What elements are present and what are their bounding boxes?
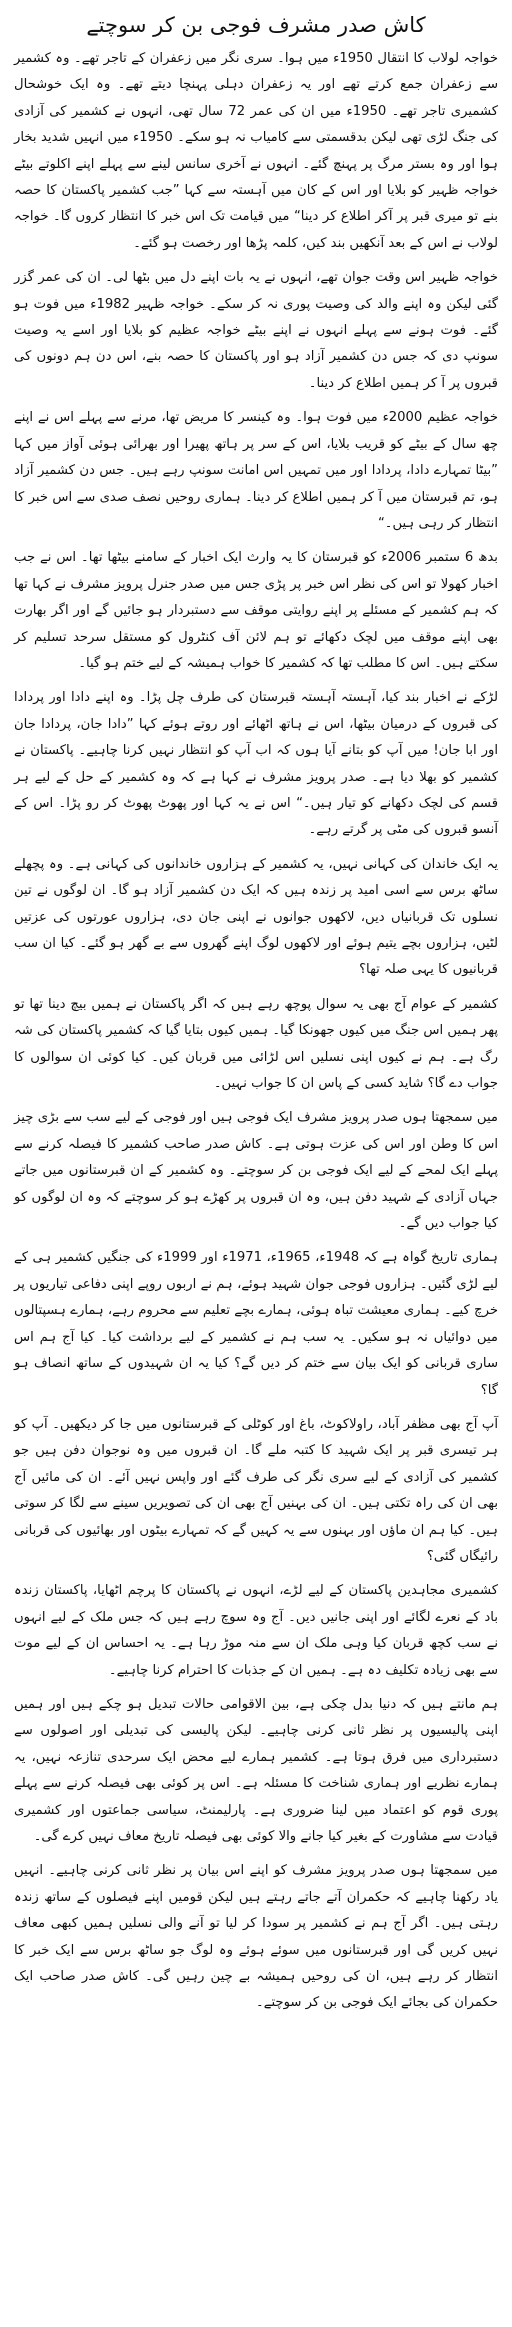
article-paragraph: کشمیری مجاہدین پاکستان کے لیے لڑے، انہوں نے پاکستان کا پرچم اٹھایا، پاکستان زندہ باد کے نعرے لگائے اور اپنی جانیں دیں۔ آج وہ سوچ رہے ہیں کہ جس ملک کے لیے انہوں نے سب کچھ قربان کیا وہی ملک ان سے منہ موڑ رہا ہے۔ یہ احساس ان کے لیے موت سے بھی زیادہ تکلیف دہ ہے۔ ہمیں ان کے جذبات کا احترام کرنا چاہیے۔	[14, 1583, 498, 1678]
article-paragraph: بدھ 6 ستمبر 2006ء کو قبرستان کا یہ وارث ایک اخبار کے سامنے بیٹھا تھا۔ اس نے جب اخبار کھولا تو اس کی نظر اس خبر پر پڑی جس میں صدر جنرل پرویز مشرف نے کہا تھا کہ ہم کشمیر کے مسئلے پر اپنے روایتی موقف سے دستبردار ہو جائیں گے اور اگر بھارت بھی اپنے موقف میں لچک دکھائے تو ہم لائن آف کنٹرول کو مستقل سرحد تسلیم کر سکتے ہیں۔ اس کا مطلب تھا کہ کشمیر کا خواب ہمیشہ کے لیے ختم ہو گیا۔	[14, 550, 498, 671]
article-paragraph: ہم مانتے ہیں کہ دنیا بدل چکی ہے، بین الاقوامی حالات تبدیل ہو چکے ہیں اور ہمیں اپنی پالیسیوں پر نظر ثانی کرنی چاہیے۔ لیکن پالیسی کی تبدیلی اور اصولوں سے دستبرداری میں فرق ہوتا ہے۔ کشمیر ہمارے لیے محض ایک سرحدی تنازعہ نہیں، یہ ہمارے نظریے اور ہماری شناخت کا مسئلہ ہے۔ اس پر کوئی بھی فیصلہ کرنے سے پہلے پوری قوم کو اعتماد میں لینا ضروری ہے۔ پارلیمنٹ، سیاسی جماعتوں اور کشمیری قیادت سے مشاورت کے بغیر کیا جانے والا کوئی بھی فیصلہ تاریخ معاف نہیں کرے گی۔	[14, 1696, 498, 1844]
article-paragraph: خواجہ ظہیر اس وقت جوان تھے، انہوں نے یہ بات اپنے دل میں بٹھا لی۔ ان کی عمر گزر گئی لیکن وہ اپنے والد کی وصیت پوری نہ کر سکے۔ خواجہ ظہیر 1982ء میں فوت ہو گئے۔ فوت ہونے سے پہلے انہوں نے اپنے بیٹے خواجہ عظیم کو بلایا اور اسے یہ وصیت سونپ دی کہ جس دن کشمیر آزاد ہو اور پاکستان کا حصہ بنے، اس دن ہم دونوں کی قبروں پر آ کر ہمیں اطلاع کر دینا۔	[14, 270, 498, 391]
article-paragraph: کشمیر کے عوام آج بھی یہ سوال پوچھ رہے ہیں کہ اگر پاکستان نے ہمیں بیچ دینا تھا تو پھر ہمیں اس جنگ میں کیوں جھونکا گیا۔ ہمیں کیوں بتایا گیا کہ کشمیر پاکستان کی شہ رگ ہے۔ ہم نے کیوں اپنی نسلیں اس لڑائی میں قربان کیں۔ کیا کوئی ان سوالوں کا جواب دے گا؟ شاید کسی کے پاس ان کا جواب نہیں۔	[14, 996, 498, 1092]
article-paragraph: ہماری تاریخ گواہ ہے کہ 1948ء، 1965ء، 1971ء اور 1999ء کی جنگیں کشمیر ہی کے لیے لڑی گئیں۔ ہزاروں فوجی جوان شہید ہوئے، ہم نے اربوں روپے اپنی دفاعی تیاریوں پر خرچ کیے۔ ہماری معیشت تباہ ہوئی، ہمارے بچے تعلیم سے محروم رہے، ہمارے ہسپتالوں میں دوائیاں نہ ہو سکیں۔ یہ سب ہم نے کشمیر کے لیے برداشت کیا۔ کیا آج ہم اس ساری قربانی کو ایک بیان سے ختم کر دیں گے؟ کیا یہ ان شہیدوں کے ساتھ انصاف ہو گا؟	[14, 1250, 499, 1398]
article-paragraph: آپ آج بھی مظفر آباد، راولاکوٹ، باغ اور کوٹلی کے قبرستانوں میں جا کر دیکھیں۔ آپ کو ہر تیسری قبر پر ایک شہید کا کتبہ ملے گا۔ ان قبروں میں وہ نوجوان دفن ہیں جو کشمیر کی آزادی کے لیے سری نگر کی طرف گئے اور واپس نہیں آئے۔ ان کی مائیں آج بھی ان کی راہ تکتی ہیں۔ ان کی بہنیں آج بھی ان کی تصویریں سینے سے لگا کر سوتی ہیں۔ کیا ہم ان ماؤں اور بہنوں سے یہ کہیں گے کہ تمہارے بیٹوں اور بھائیوں کی قربانی رائیگاں گئی؟	[14, 1416, 498, 1564]
article-headline: کاش صدر مشرف فوجی بن کر سوچتے	[86, 13, 426, 37]
article-paragraph: لڑکے نے اخبار بند کیا، آہستہ آہستہ قبرستان کی طرف چل پڑا۔ وہ اپنے دادا اور پردادا کی قبروں کے درمیان بیٹھا، اس نے ہاتھ اٹھائے اور روتے ہوئے کہا ”دادا جان، پردادا جان اور ابا جان! میں آپ کو بتانے آیا ہوں کہ اب آپ کو انتظار نہیں کرنا چاہیے۔ پاکستان نے کشمیر کو بھلا دیا ہے۔ صدر پرویز مشرف نے کہا ہے کہ وہ کشمیر کے حل کے لیے ہر قسم کی لچک دکھانے کو تیار ہیں۔“ اس نے یہ کہا اور پھوٹ پھوٹ کر رو پڑا۔ اس کے آنسو قبروں کی مٹی پر گرتے رہے۔	[14, 690, 498, 838]
article-paragraph: یہ ایک خاندان کی کہانی نہیں، یہ کشمیر کے ہزاروں خاندانوں کی کہانی ہے۔ وہ پچھلے ساٹھ برس سے اسی امید پر زندہ ہیں کہ ایک دن کشمیر آزاد ہو گا۔ ان لوگوں نے تین نسلوں تک قربانیاں دیں، لاکھوں جوانوں نے اپنی جان دی، ہزاروں عورتوں کی عزتیں لٹیں، ہزاروں بچے یتیم ہوئے اور لاکھوں لوگ اپنے گھروں سے بے گھر ہو گئے۔ کیا ان سب قربانیوں کا یہی صلہ تھا؟	[14, 856, 498, 978]
article-paragraph: میں سمجھتا ہوں صدر پرویز مشرف کو اپنے اس بیان پر نظر ثانی کرنی چاہیے۔ انہیں یاد رکھنا چاہیے کہ حکمران آتے جاتے رہتے ہیں لیکن قومیں اپنے فیصلوں کے ساتھ زندہ رہتی ہیں۔ اگر آج ہم نے کشمیر پر سودا کر لیا تو آنے والی نسلیں ہمیں کبھی معاف نہیں کریں گی اور قبرستانوں میں سوئے ہوئے وہ لوگ جو ساٹھ برس سے ایک خبر کا انتظار کر رہے ہیں، ان کی روحیں ہمیشہ بے چین رہیں گی۔ کاش صدر صاحب ایک حکمران کی بجائے ایک فوجی بن کر سوچتے۔	[14, 1863, 498, 2011]
article-paragraph: میں سمجھتا ہوں صدر پرویز مشرف ایک فوجی ہیں اور فوجی کے لیے سب سے بڑی چیز اس کا وطن اور اس کی عزت ہوتی ہے۔ کاش صدر صاحب کشمیر کا فیصلہ کرنے سے پہلے ایک لمحے کے لیے ایک فوجی بن کر سوچتے۔ وہ کشمیر کے ان قبرستانوں میں جاتے جہاں آزادی کے شہید دفن ہیں، وہ ان قبروں پر کھڑے ہو کر سوچتے کہ وہ ان لوگوں کو کیا جواب دیں گے۔	[14, 1110, 498, 1232]
article-paragraph: خواجہ عظیم 2000ء میں فوت ہوا۔ وہ کینسر کا مریض تھا، مرنے سے پہلے اس نے اپنے چھ سال کے بیٹے کو قریب بلایا، اس کے سر پر ہاتھ پھیرا اور بھرائی ہوئی آواز میں کہا ”بیٹا تمہارے دادا، پردادا اور میں تمہیں اس امانت سونپ رہے ہیں۔ جس دن کشمیر آزاد ہو، تم قبرستان میں آ کر ہمیں اطلاع کر دینا۔ ہماری روحیں نصف صدی سے اس خبر کا انتظار کر رہی ہیں۔“	[14, 410, 498, 531]
article-paragraph: خواجہ لولاب کا انتقال 1950ء میں ہوا۔ سری نگر میں زعفران کے تاجر تھے۔ وہ کشمیر سے زعفران جمع کرتے تھے اور یہ زعفران دہلی پہنچا دیتے تھے۔ وہ ایک خوشحال کشمیری تاجر تھے۔ 1950ء میں ان کی عمر 72 سال تھی، انہوں نے کشمیر کی آزادی کی جنگ لڑی تھی لیکن بدقسمتی سے کامیاب نہ ہو سکے۔ 1950ء میں انہیں شدید بخار ہوا اور وہ بستر مرگ پر پہنچ گئے۔ انہوں نے آخری سانس لینے سے پہلے اپنے اکلوتے بیٹے خواجہ ظہیر کو بلایا اور اس کے کان میں آہستہ سے کہا ”جب کشمیر پاکستان کا حصہ بنے تو میری قبر پر آکر اطلاع کر دینا“ میں قیامت تک اس خبر کا انتظار کروں گا۔ خواجہ لولاب نے اس کے بعد آنکھیں بند کیں، کلمہ پڑھا اور رخصت ہو گئے۔	[14, 51, 499, 251]
